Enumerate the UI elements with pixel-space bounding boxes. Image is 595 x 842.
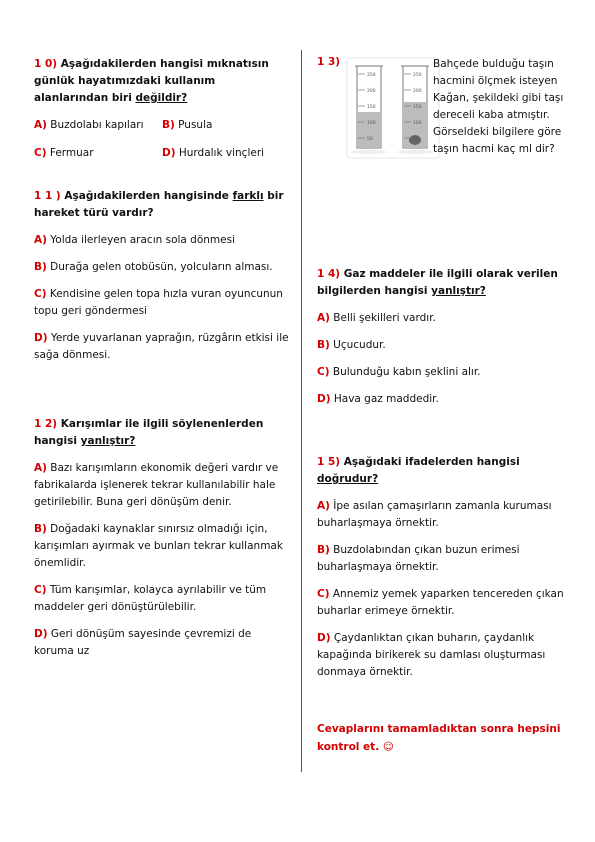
question-10-emphasis: değildir? — [135, 92, 188, 104]
option-c[interactable]: C) Annemiz yemek yaparken tencereden çıkan buharlar erimeye örnektir. — [317, 588, 564, 617]
question-10-number: 1 0) — [34, 58, 58, 70]
question-10-options — [34, 117, 292, 162]
question-12-options — [34, 460, 292, 660]
question-14-emphasis: yanlıştır? — [431, 285, 486, 297]
question-10-stem — [34, 56, 292, 107]
cylinder-tick-label: 250 — [367, 73, 376, 78]
question-14-number: 1 4) — [317, 268, 341, 280]
cylinder-tick-label: 100 — [367, 121, 376, 126]
option-d[interactable]: D) Çaydanlıktan çıkan buharın, çaydanlık kapağında birikerek su damlası oluşturması donmaya örnektir. — [317, 632, 546, 678]
graduated-cylinders-image — [345, 56, 441, 160]
question-15 — [317, 454, 575, 681]
cylinder-tick-label: 200 — [413, 89, 422, 94]
option-b[interactable]: B) Uçucudur. — [317, 339, 386, 351]
closing-note — [317, 720, 575, 756]
question-12-emphasis: yanlıştır? — [80, 435, 136, 447]
option-b[interactable]: B) Pusula — [162, 119, 213, 131]
question-10 — [34, 56, 292, 162]
option-c[interactable]: C) Bulunduğu kabın şeklini alır. — [317, 366, 481, 378]
question-14-stem: 1 4) Gaz maddeler ile ilgili olarak verilen bilgilerden hangisi yanlıştır? — [317, 268, 558, 297]
cylinder-tick-label: 100 — [413, 121, 422, 126]
option-a[interactable]: A) Belli şekilleri vardır. — [317, 312, 436, 324]
question-11-number: 1 1 ) — [34, 190, 61, 202]
option-d[interactable]: D) Hava gaz maddedir. — [317, 393, 439, 405]
option-a[interactable]: A) İpe asılan çamaşırların zamanla kuruması buharlaşmaya örnektir. — [317, 500, 552, 529]
question-12-number: 1 2) — [34, 418, 58, 430]
question-13 — [317, 56, 575, 174]
question-11-emphasis: farklı — [232, 190, 264, 202]
option-b[interactable]: B) Durağa gelen otobüsün, yolcuların alması. — [34, 261, 273, 273]
cylinder-tick-label: 200 — [367, 89, 376, 94]
option-c[interactable]: C) Tüm karışımlar, kolayca ayrılabilir ve tüm maddeler geri dönüştürülebilir. — [34, 584, 267, 613]
question-11-options — [34, 232, 292, 364]
question-15-number: 1 5) — [317, 456, 341, 468]
option-a[interactable]: A) Yolda ilerleyen aracın sola dönmesi — [34, 234, 236, 246]
question-15-options — [317, 498, 575, 681]
option-a[interactable]: A) Buzdolabı kapıları — [34, 119, 144, 131]
column-divider — [301, 50, 302, 772]
question-11-stem: 1 1 ) Aşağıdakilerden hangisinde farklı bir hareket türü vardır? — [34, 190, 284, 219]
cylinder-tick-label: 50 — [367, 137, 373, 142]
cylinder-tick-label: 250 — [413, 73, 422, 78]
option-c[interactable]: C) Kendisine gelen topa hızla vuran oyuncunun topu geri göndermesi — [34, 288, 283, 317]
question-12-stem: 1 2) Karışımlar ile ilgili söylenenlerden hangisi yanlıştır? — [34, 418, 264, 447]
question-15-emphasis: doğrudur? — [317, 473, 379, 485]
option-d[interactable]: D) Yerde yuvarlanan yaprağın, rüzgârın etkisi ile sağa dönmesi. — [34, 332, 289, 361]
closing-message: Cevaplarını tamamladıktan sonra hepsini kontrol et. ☺ — [317, 723, 561, 753]
option-a[interactable]: A) Bazı karışımların ekonomik değeri vardır ve fabrikalarda işlenerek tekrar kullanılabilir hale getirilebilir. Buna geri dönüşüm denir. — [34, 462, 279, 508]
cylinder-tick-label: 150 — [367, 105, 376, 110]
question-13-number: 1 3) — [317, 56, 341, 68]
question-14-options — [317, 310, 575, 408]
option-b[interactable]: B) Buzdolabından çıkan buzun erimesi buharlaşmaya örnektir. — [317, 544, 520, 573]
cylinder-tick-label: 150 — [413, 105, 422, 110]
question-10-text: Aşağıdakilerden hangisi mıknatısın günlük hayatımızdaki kullanım alanlarından biri — [34, 58, 269, 104]
option-b[interactable]: B) Doğadaki kaynaklar sınırsız olmadığı için, karışımları ayırmak ve bunları tekrar kullanmak önemlidir. — [34, 523, 283, 569]
question-11 — [34, 188, 292, 364]
question-12 — [34, 416, 292, 660]
question-14 — [317, 266, 575, 408]
question-15-stem: 1 5) Aşağıdaki ifadelerden hangisi doğrudur? — [317, 456, 520, 485]
option-d[interactable]: D) Geri dönüşüm sayesinde çevremizi de koruma uz — [34, 628, 252, 657]
question-13-text: Bahçede bulduğu taşın hacmini ölçmek isteyen Kağan, şekildeki gibi taşı dereceli kaba atmıştır. Görseldeki bilgilere göre taşın hacmi kaç ml dir? — [433, 58, 564, 155]
option-c[interactable]: C) Fermuar — [34, 147, 94, 159]
option-d[interactable]: D) Hurdalık vinçleri — [162, 147, 265, 159]
cylinder-tick-label: 50 — [413, 137, 419, 142]
